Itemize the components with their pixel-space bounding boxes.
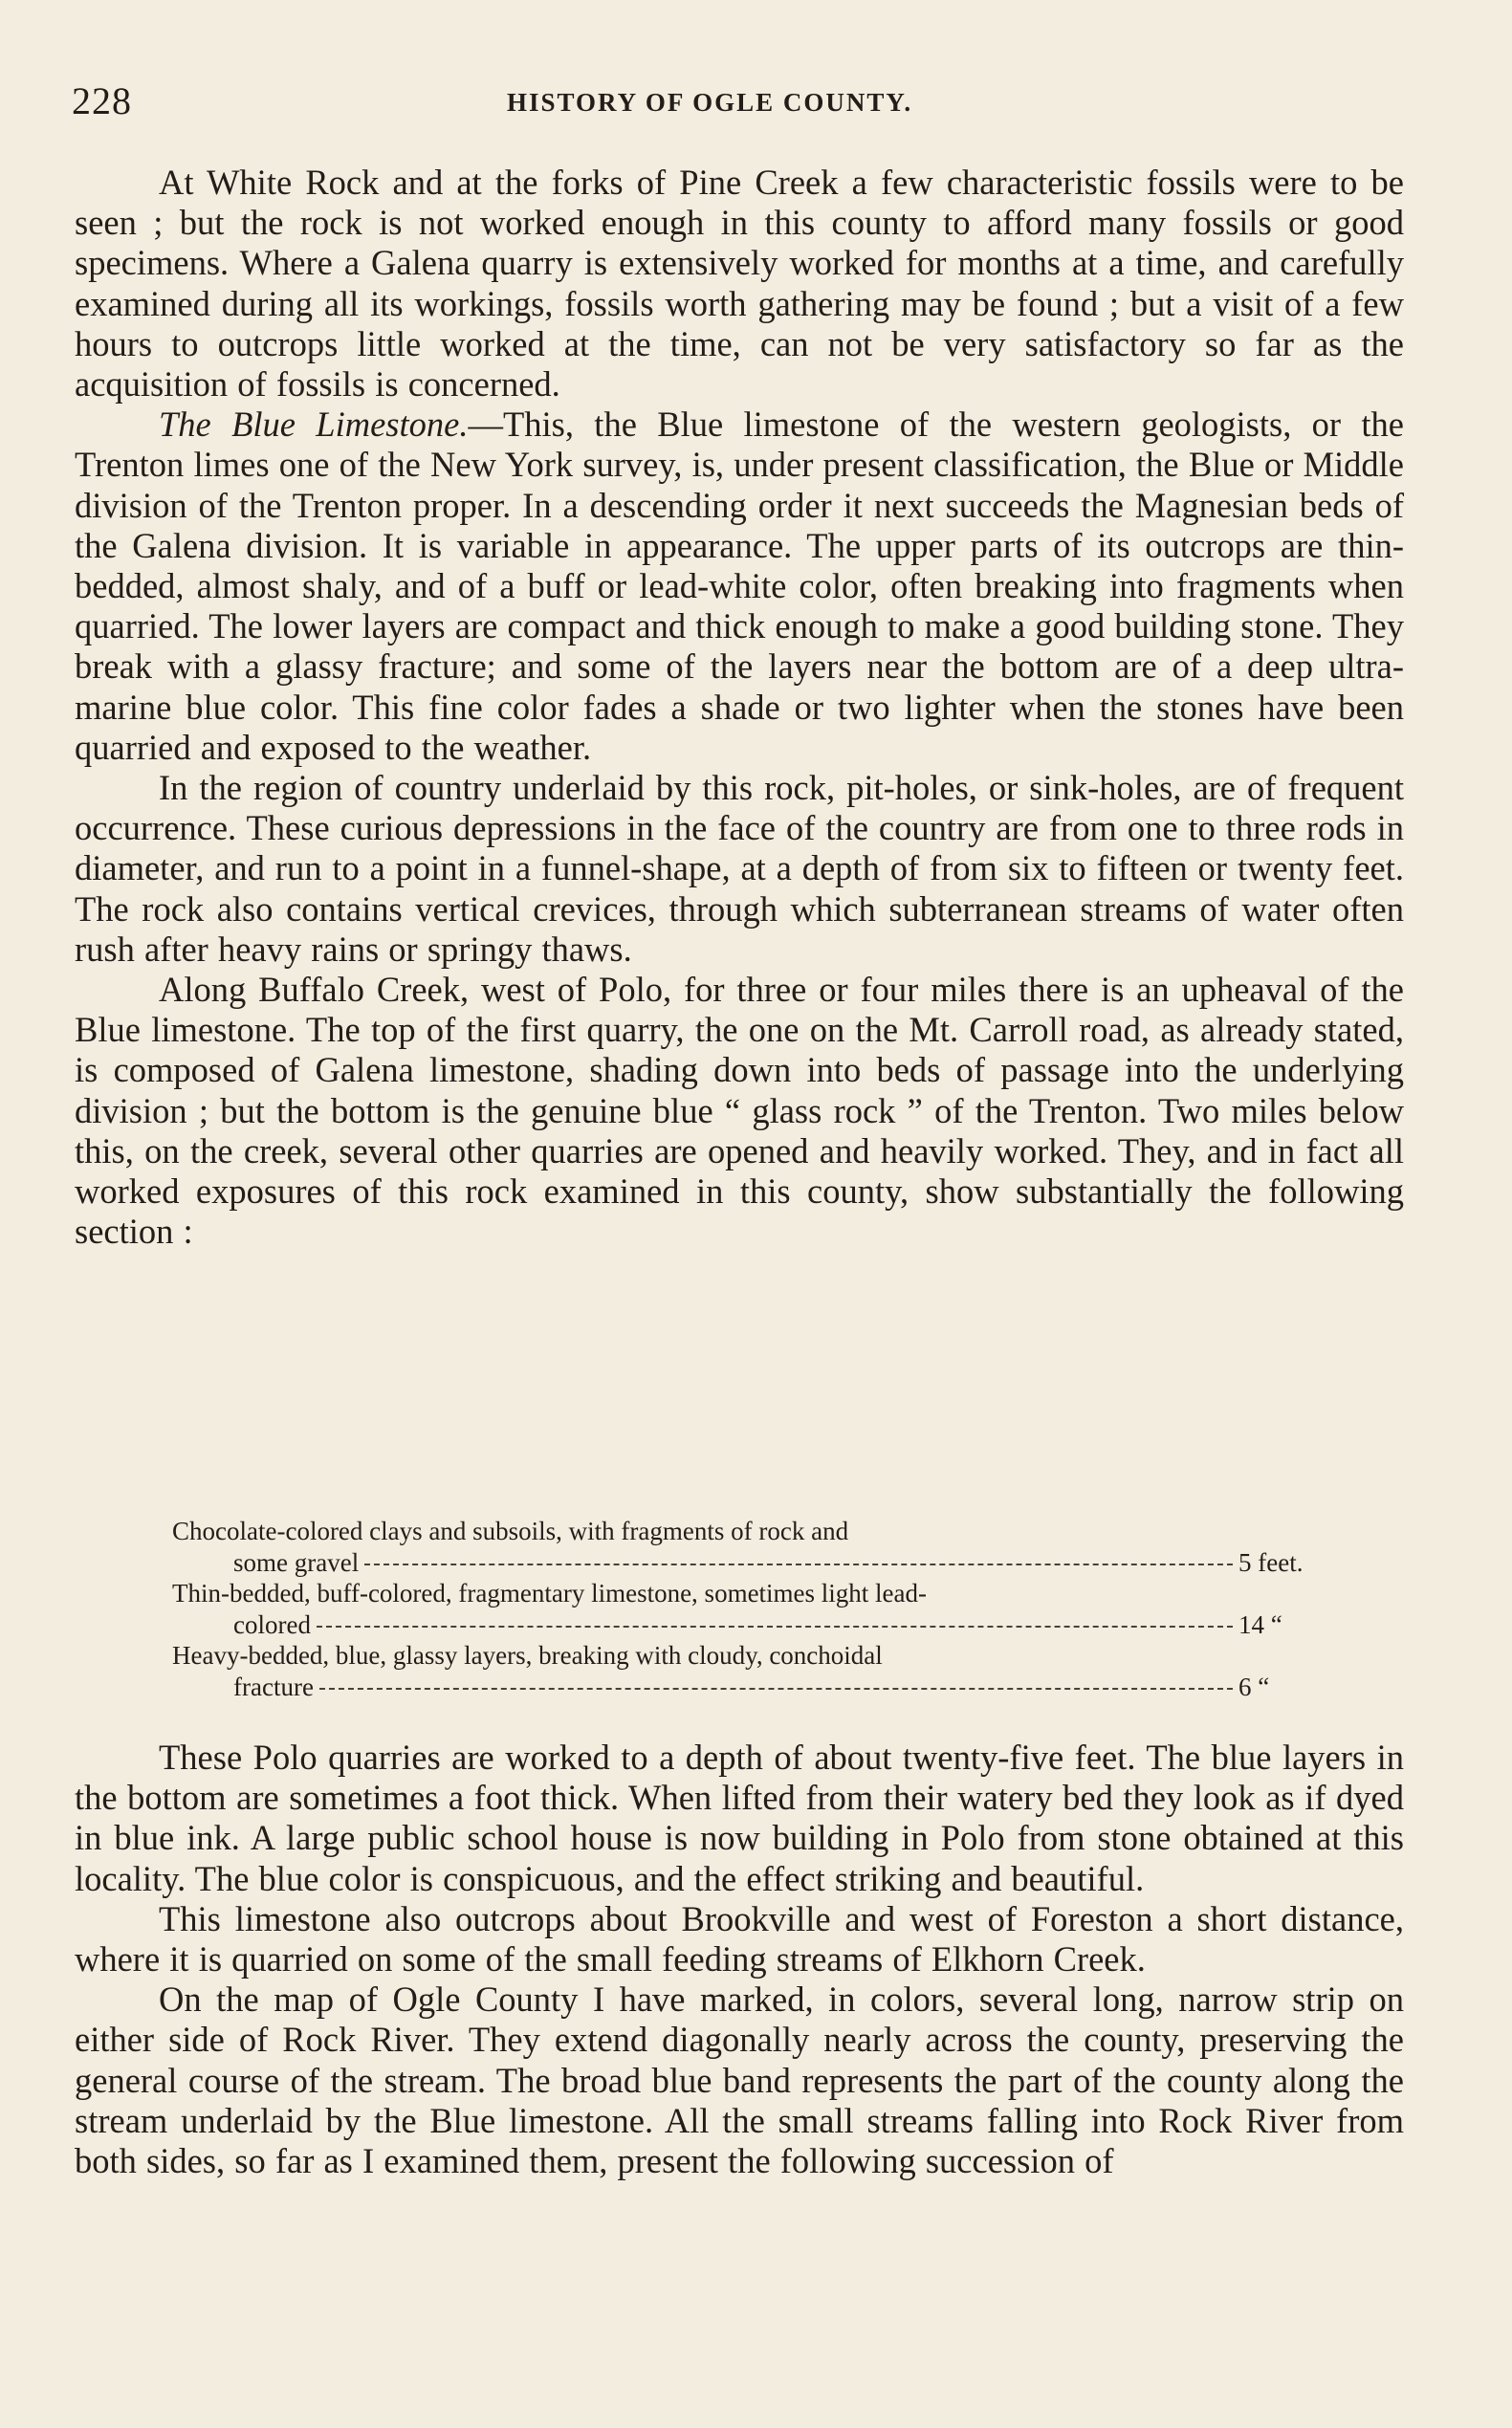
paragraph [75, 1899, 1404, 1980]
paragraph-text: This limestone also outcrops about Brookville and west of Foreston a short distance, where it is quarried on some of the small feeding streams of Elkhorn Creek. [75, 1898, 1404, 1980]
section-entry [172, 1578, 1334, 1640]
entry-continuation: colored 14 “ [172, 1609, 1334, 1641]
paragraph [75, 405, 1404, 768]
dot-leader [364, 1564, 1233, 1565]
paragraph [75, 1738, 1404, 1899]
body-text-upper [75, 163, 1404, 1252]
paragraph-text: Along Buffalo Creek, west of Polo, for three or four miles there is an upheaval of the Blue limestone. The top of the first quarry, the one on the Mt. Carroll road, as already stated, is composed of Galena limestone, shading down into beds of passage into the underlying division ; but the bottom is the genuine blue “ glass rock ” of the Trenton. Two miles below this, on the creek, several other quarries are opened and heavily worked. They, and in fact all worked exposures of this rock examined in this county, show substantially the following section : [75, 970, 1404, 1252]
paragraph-text: —This, the Blue limestone of the western geologists, or the Trenton limes one of the New York survey, is, under present classification, the Blue or Middle division of the Trenton proper. In a descending order it next succeeds the Magnesian beds of the Galena division. It is variable in appearance. The upper parts of its outcrops are thin-bedded, almost shaly, and of a buff or lead-white color, often breaking into fragments when quarried. The lower layers are compact and thick enough to make a good building stone. They break with a glassy fracture; and some of the layers near the bottom are of a deep ultra-marine blue color. This fine color fades a shade or two lighter when the stones have been quarried and exposed to the weather. [75, 405, 1405, 767]
page-number: 228 [72, 79, 132, 122]
geologic-section-table [172, 1516, 1334, 1702]
paragraph-text: On the map of Ogle County I have marked, in colors, several long, narrow strip on either side of Rock River. They extend diagonally nearly across the county, preserving the general course of the stream. The broad blue band represents the part of the county along the stream underlaid by the Blue limestone. All the small streams falling into Rock River from both sides, so far as I examined them, present the following succession of [75, 1980, 1404, 2181]
entry-thickness: 5 feet. [1238, 1547, 1304, 1577]
entry-thickness: 6 “ [1238, 1672, 1270, 1701]
paragraph [75, 970, 1404, 1252]
dot-leader [317, 1626, 1233, 1628]
entry-description: Chocolate-colored clays and subsoils, with fragments of rock and [172, 1517, 849, 1545]
body-text-lower [75, 1738, 1404, 2181]
paragraph-text: These Polo quarries are worked to a depth of about twenty-five feet. The blue layers in the bottom are sometimes a foot thick. When lifted from their watery bed they look as if dyed in blue ink. A large public school house is now building in Polo from stone obtained at this locality. The blue color is conspicuous, and the effect striking and beautiful. [75, 1738, 1404, 1898]
entry-description: Thin-bedded, buff-colored, fragmentary limestone, sometimes light lead- [172, 1579, 928, 1608]
entry-continuation: some gravel 5 feet. [172, 1547, 1334, 1579]
section-entry [172, 1640, 1334, 1702]
entry-description: Heavy-bedded, blue, glassy layers, breaking with cloudy, conchoidal [172, 1641, 883, 1670]
paragraph [75, 768, 1404, 970]
entry-continuation: fracture 6 “ [172, 1672, 1334, 1703]
paragraph [75, 1980, 1404, 2181]
paragraph [75, 163, 1404, 405]
page-header [72, 78, 1411, 126]
section-title: The Blue Limestone. [159, 405, 469, 445]
dot-leader [319, 1688, 1233, 1690]
paragraph-text: In the region of country underlaid by this rock, pit-holes, or sink-holes, are of frequent occurrence. These curious depressions in the face of the country are from one to three rods in diameter, and run to a point in a funnel-shape, at a depth of from six to fifteen or twenty feet. The rock also contains vertical crevices, through which subterranean streams of water often rush after heavy rains or springy thaws. [75, 768, 1404, 969]
paragraph-text: At White Rock and at the forks of Pine Creek a few characteristic fossils were to be seen ; but the rock is not worked enough in this county to afford many fossils or good specimens. Where a Galena quarry is extensively worked for months at a time, and carefully examined during all its workings, fossils worth gathering may be found ; but a visit of a few hours to outcrops little worked at the time, can not be very satisfactory so far as the acquisition of fossils is concerned. [75, 163, 1404, 405]
running-title: HISTORY OF OGLE COUNTY. [507, 88, 913, 117]
section-entry [172, 1516, 1334, 1578]
entry-thickness: 14 “ [1238, 1609, 1282, 1639]
